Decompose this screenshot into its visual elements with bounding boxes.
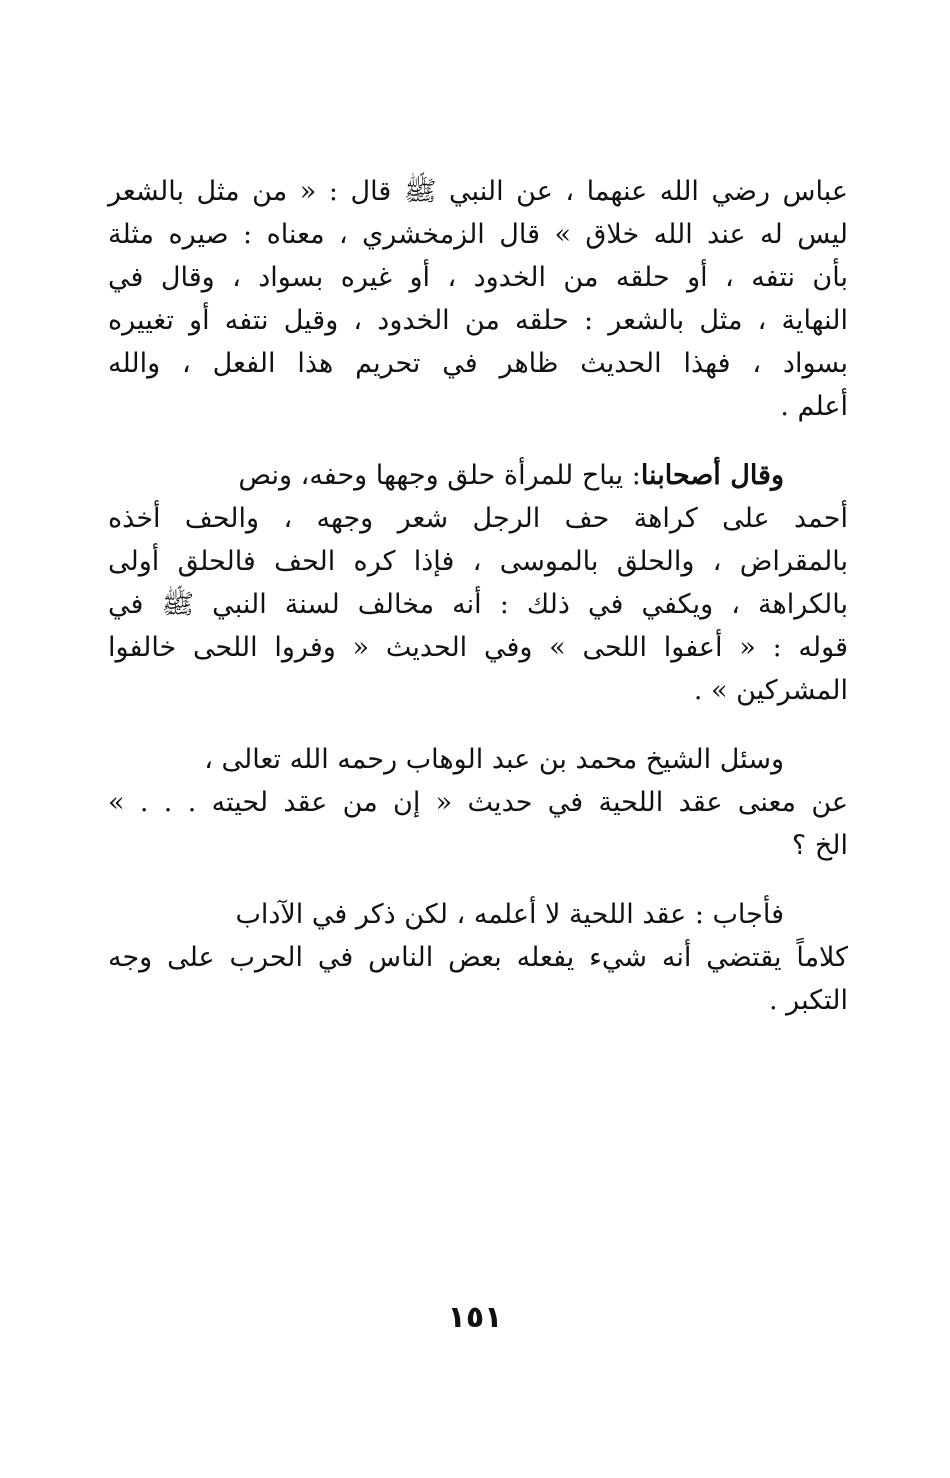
text-line: التكبر . [769, 985, 848, 1016]
page-number: ١٥١ [447, 1300, 503, 1335]
paragraph-3 [108, 738, 848, 867]
text-line: المشركين » . [693, 675, 848, 706]
text-line: قوله : « أعفوا اللحى » وفي الحديث « وفروا اللحى خالفوا [108, 632, 848, 663]
text-line: أعلم . [780, 391, 848, 422]
text-line: عباس رضي الله عنهما ، عن النبي ﷺ قال : « من مثل بالشعر [108, 176, 848, 207]
text-line: فأجاب : عقد اللحية لا أعلمه ، لكن ذكر في الآداب [235, 899, 784, 930]
text-line: ليس له عند الله خلاق » قال الزمخشري ، معناه : صيره مثلة [108, 219, 848, 250]
text-line: بسواد ، فهذا الحديث ظاهر في تحريم هذا الفعل ، والله [108, 348, 848, 379]
text-line: بالمقراض ، والحلق بالموسى ، فإذا كره الحف فالحلق أولى [108, 546, 848, 577]
text-line: بالكراهة ، ويكفي في ذلك : أنه مخالف لسنة النبي ﷺ في [108, 589, 848, 620]
text-line: النهاية ، مثل بالشعر : حلقه من الخدود ، وقيل نتفه أو تغييره [108, 305, 848, 336]
paragraph-2 [108, 454, 848, 712]
page-body [108, 170, 848, 1048]
text-line: بأن نتفه ، أو حلقه من الخدود ، أو غيره بسواد ، وقال في [108, 262, 848, 293]
paragraph-lead: وقال أصحابنا [640, 460, 784, 491]
text-line: أحمد على كراهة حف الرجل شعر وجهه ، والحف أخذه [108, 503, 848, 534]
text-line: وسئل الشيخ محمد بن عبد الوهاب رحمه الله تعالى ، [204, 744, 784, 775]
paragraph-4 [108, 893, 848, 1022]
text-line [108, 454, 848, 497]
text-line-rest: : يباح للمرأة حلق وجهها وحفه، ونص [238, 460, 641, 491]
text-line: كلاماً يقتضي أنه شيء يفعله بعض الناس في الحرب على وجه [108, 942, 848, 973]
text-line: عن معنى عقد اللحية في حديث « إن من عقد لحيته . . . » [108, 787, 848, 818]
text-line: الخ ؟ [791, 830, 848, 861]
paragraph-1 [108, 170, 848, 428]
